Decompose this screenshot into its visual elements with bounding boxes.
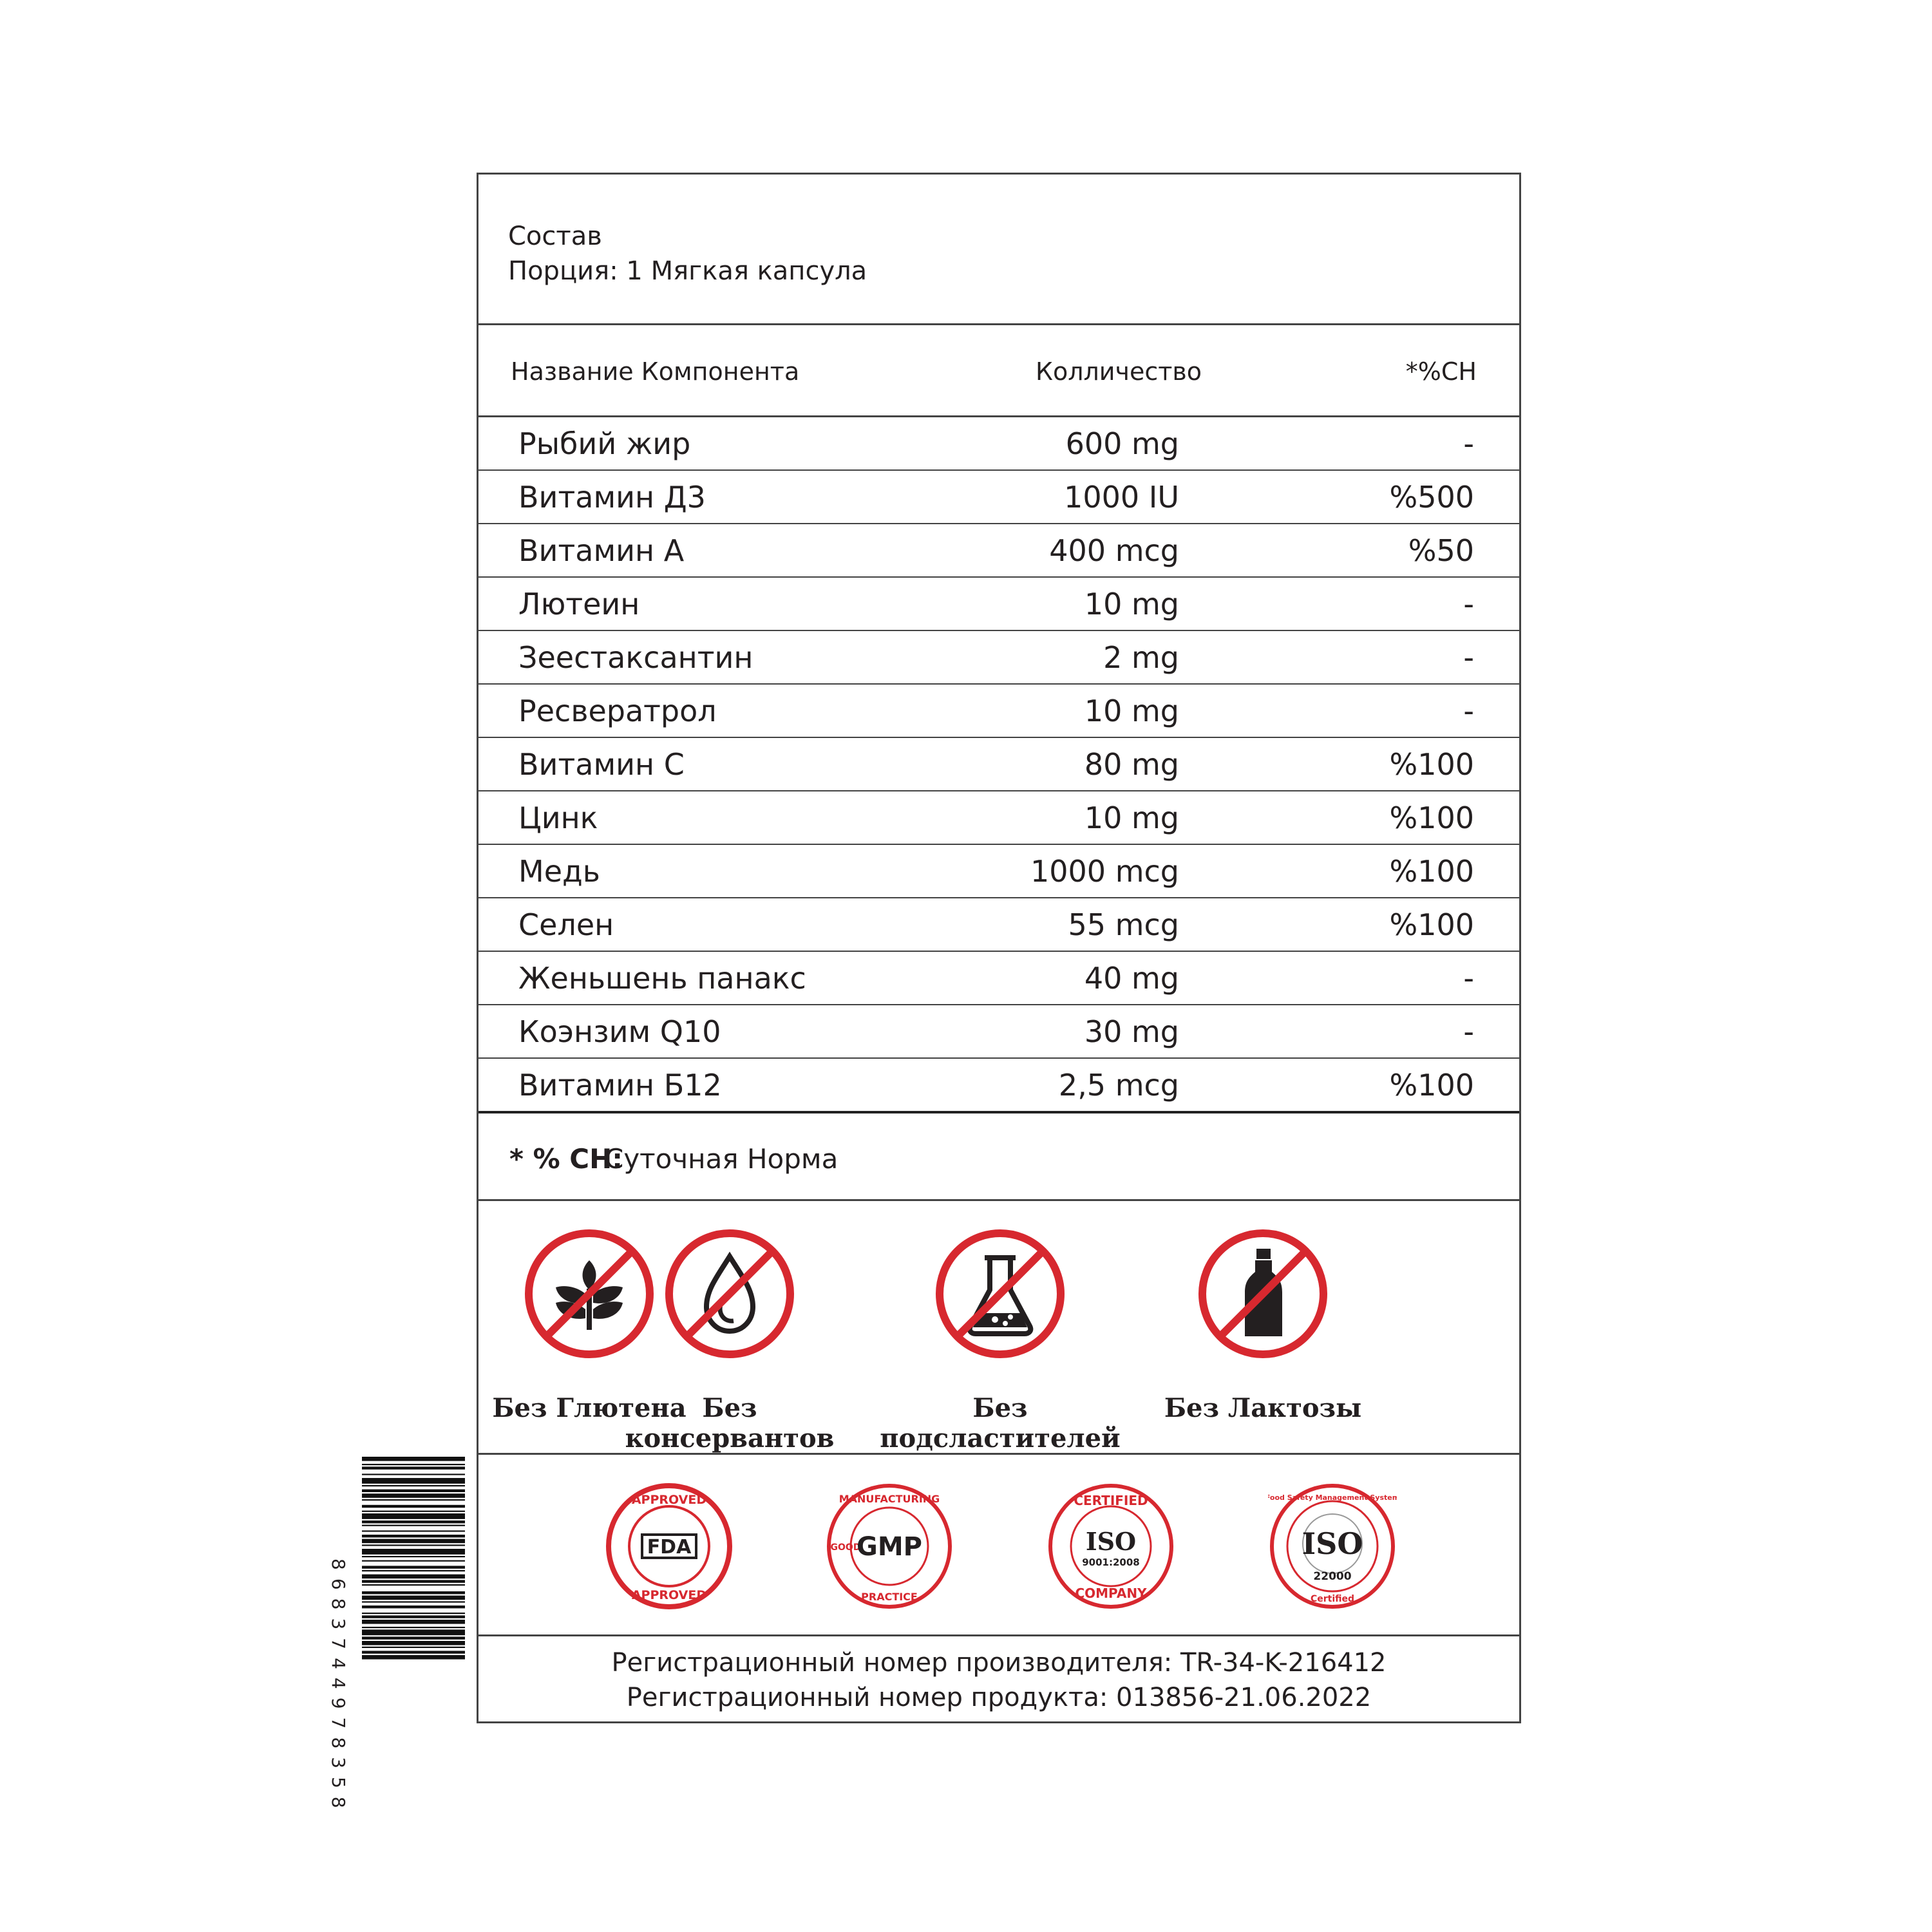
svg-text:ISO: ISO xyxy=(1302,1526,1363,1561)
ingredient-dv: - xyxy=(1463,961,1474,996)
ingredient-amount: 10 mg xyxy=(1084,694,1179,728)
fda-approved-seal xyxy=(605,1482,734,1611)
footnote-text: Суточная Норма xyxy=(605,1143,838,1175)
ingredient-name: Зеестаксантин xyxy=(518,640,753,675)
ingredient-amount: 55 mcg xyxy=(1068,907,1179,942)
ingredient-amount: 40 mg xyxy=(1084,961,1179,996)
ingredient-dv: - xyxy=(1463,587,1474,621)
no-preservatives-icon xyxy=(663,1227,797,1361)
registration-info xyxy=(478,1636,1519,1721)
ingredient-name: Цинк xyxy=(518,800,598,835)
ingredient-name: Коэнзим Q10 xyxy=(518,1014,721,1049)
no-sweeteners-icon xyxy=(933,1227,1067,1361)
ingredient-dv: - xyxy=(1463,640,1474,675)
svg-text:22000: 22000 xyxy=(1313,1570,1352,1583)
table-row xyxy=(478,845,1519,898)
ingredient-dv: - xyxy=(1463,1014,1474,1049)
daily-value-footnote xyxy=(478,1115,1519,1201)
table-row xyxy=(478,631,1519,685)
free-from-label: Без подсластителей xyxy=(880,1393,1121,1454)
table-row xyxy=(478,417,1519,471)
svg-text:9001:2008: 9001:2008 xyxy=(1082,1557,1140,1568)
barcode-digits: 8683744978358 xyxy=(328,1558,349,1817)
free-from-section xyxy=(478,1201,1519,1455)
svg-text:Certified: Certified xyxy=(1310,1594,1355,1604)
svg-text:APPROVED: APPROVED xyxy=(631,1493,707,1507)
free-from-item xyxy=(1128,1227,1398,1433)
free-from-item xyxy=(594,1227,865,1454)
svg-text:Food Safety Management System: Food Safety Management System xyxy=(1268,1493,1397,1502)
table-row xyxy=(478,578,1519,631)
ingredient-name: Женьшень панакс xyxy=(518,961,806,996)
table-row xyxy=(478,1005,1519,1059)
ingredient-amount: 600 mg xyxy=(1065,426,1179,461)
ingredient-dv: %50 xyxy=(1408,533,1474,568)
iso-9001-seal xyxy=(1046,1482,1175,1611)
ingredient-amount: 2,5 mcg xyxy=(1058,1068,1179,1103)
ingredient-name: Рыбий жир xyxy=(518,426,691,461)
ingredient-amount: 10 mg xyxy=(1084,800,1179,835)
table-row xyxy=(478,524,1519,578)
ingredient-name: Ресвератрол xyxy=(518,694,717,728)
footnote-mark: * % СН: xyxy=(509,1143,623,1175)
ingredient-amount: 10 mg xyxy=(1084,587,1179,621)
svg-text:CERTIFIED: CERTIFIED xyxy=(1074,1493,1148,1508)
ingredient-dv: %100 xyxy=(1389,907,1474,942)
ingredient-dv: %100 xyxy=(1389,747,1474,782)
ingredient-amount: 1000 mcg xyxy=(1030,854,1179,889)
ingredient-name: Медь xyxy=(518,854,600,889)
svg-text:ISO: ISO xyxy=(1085,1527,1137,1556)
ingredient-amount: 80 mg xyxy=(1084,747,1179,782)
gmp-seal xyxy=(825,1482,954,1611)
table-row xyxy=(478,952,1519,1005)
free-from-item xyxy=(865,1227,1135,1454)
free-from-label: Без Глютена xyxy=(492,1393,687,1423)
ingredient-dv: - xyxy=(1463,426,1474,461)
certifications-section xyxy=(478,1455,1519,1636)
table-header xyxy=(478,325,1519,417)
svg-text:PRACTICE: PRACTICE xyxy=(861,1591,918,1603)
label-header xyxy=(478,175,1519,325)
manufacturer-registration: Регистрационный номер производителя: TR-34-K-216412 xyxy=(611,1648,1387,1678)
ingredient-name: Витамин Д3 xyxy=(518,480,706,515)
iso-22000-seal xyxy=(1268,1482,1397,1611)
table-row xyxy=(478,791,1519,845)
ingredient-name: Витамин А xyxy=(518,533,685,568)
ingredient-dv: %100 xyxy=(1389,854,1474,889)
ingredient-name: Витамин С xyxy=(518,747,685,782)
svg-text:APPROVED: APPROVED xyxy=(631,1588,707,1602)
composition-title: Состав xyxy=(508,222,602,251)
ingredient-name: Витамин Б12 xyxy=(518,1068,722,1103)
table-row xyxy=(478,898,1519,952)
ingredient-amount: 30 mg xyxy=(1084,1014,1179,1049)
ingredient-dv: %100 xyxy=(1389,1068,1474,1103)
column-daily-value: *%СН xyxy=(1405,357,1477,386)
supplement-facts-label xyxy=(477,173,1521,1723)
no-lactose-icon xyxy=(1196,1227,1330,1361)
ingredient-dv: %100 xyxy=(1389,800,1474,835)
table-row xyxy=(478,685,1519,738)
svg-text:GMP: GMP xyxy=(857,1532,922,1562)
ingredients-table xyxy=(478,417,1519,1113)
free-from-label: Без Лактозы xyxy=(1164,1393,1362,1423)
column-name: Название Компонента xyxy=(511,357,800,386)
svg-text:GOOD: GOOD xyxy=(830,1542,861,1553)
svg-text:COMPANY: COMPANY xyxy=(1075,1586,1147,1601)
ingredient-amount: 1000 IU xyxy=(1064,480,1179,515)
ingredient-name: Селен xyxy=(518,907,614,942)
ingredient-dv: - xyxy=(1463,694,1474,728)
serving-size: Порция: 1 Мягкая капсула xyxy=(508,256,867,286)
barcode xyxy=(336,1457,465,1734)
ingredient-amount: 400 mcg xyxy=(1049,533,1179,568)
column-amount: Колличество xyxy=(1036,357,1202,386)
ingredient-name: Лютеин xyxy=(518,587,640,621)
table-row xyxy=(478,471,1519,524)
svg-text:MANUFACTURING: MANUFACTURING xyxy=(838,1493,940,1505)
table-row xyxy=(478,1059,1519,1113)
ingredient-amount: 2 mg xyxy=(1103,640,1179,675)
svg-text:FDA: FDA xyxy=(647,1536,692,1558)
free-from-label: Без консервантов xyxy=(625,1393,835,1454)
table-row xyxy=(478,738,1519,791)
product-registration: Регистрационный номер продукта: 013856-21.06.2022 xyxy=(626,1683,1372,1712)
ingredient-dv: %500 xyxy=(1389,480,1474,515)
